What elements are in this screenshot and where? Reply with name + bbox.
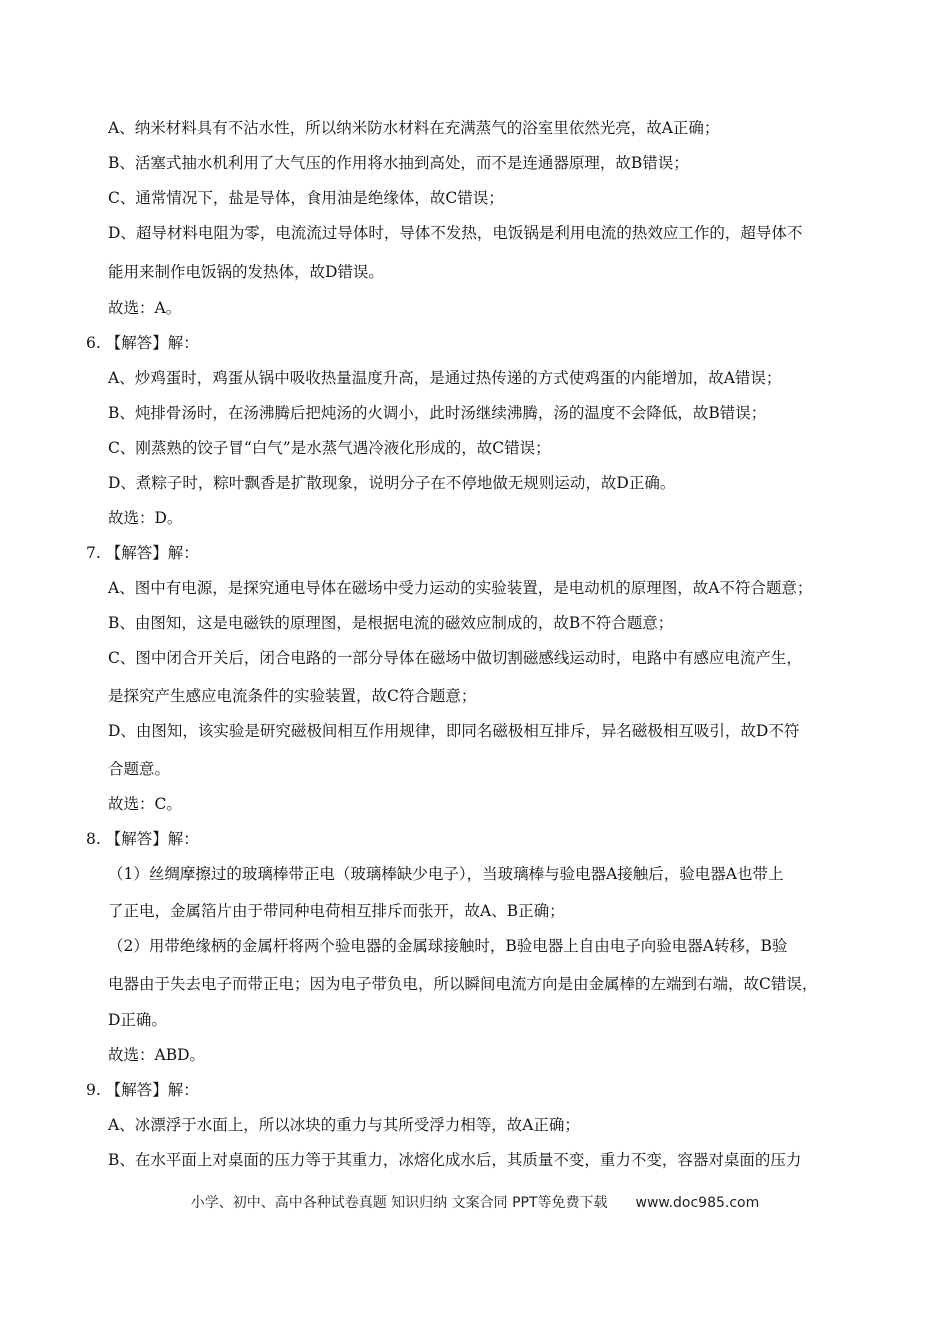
- text-line: 合题意。: [108, 760, 171, 778]
- page-footer: [0, 1192, 950, 1212]
- text-line: B、炖排骨汤时，在汤沸腾后把炖汤的火调小，此时汤继续沸腾，汤的温度不会降低，故B错误；: [108, 404, 767, 422]
- answer-choice: 故选：C。: [108, 795, 182, 813]
- text-line: 电器由于失去电子而带正电；因为电子带负电，所以瞬间电流方向是由金属棒的左端到右端，故C错误，: [108, 975, 818, 993]
- text-line: C、通常情况下，盐是导体，食用油是绝缘体，故C错误；: [108, 189, 504, 207]
- answer-choice: 故选：ABD。: [108, 1046, 206, 1064]
- text-line: B、在水平面上对桌面的压力等于其重力，冰熔化成水后，其质量不变，重力不变，容器对桌面的压力: [108, 1151, 802, 1169]
- text-line: D、煮粽子时，粽叶飘香是扩散现象，说明分子在不停地做无规则运动，故D正确。: [108, 474, 676, 492]
- text-line: C、刚蒸熟的饺子冒“白气”是水蒸气遇冷液化形成的，故C错误；: [108, 439, 551, 457]
- text-line: 了正电，金属箔片由于带同种电荷相互排斥而张开，故A、B正确；: [108, 902, 565, 920]
- text-line: D、超导材料电阻为零，电流流过导体时，导体不发热，电饭锅是利用电流的热效应工作的，超导体不: [108, 224, 803, 242]
- text-line: C、图中闭合开关后，闭合电路的一部分导体在磁场中做切割磁感线运动时，电路中有感应电流产生，: [108, 649, 802, 667]
- text-line: A、炒鸡蛋时，鸡蛋从锅中吸收热量温度升高，是通过热传递的方式使鸡蛋的内能增加，故A错误；: [108, 369, 782, 387]
- answer-choice: 故选：A。: [108, 299, 182, 317]
- text-line: D、由图知，该实验是研究磁极间相互作用规律，即同名磁极相互排斥，异名磁极相互吸引，故D不符: [108, 722, 800, 740]
- text-line: B、由图知，这是电磁铁的原理图，是根据电流的磁效应制成的，故B不符合题意；: [108, 614, 674, 632]
- question-heading: 9. 【解答】解：: [86, 1081, 199, 1099]
- text-line: （2）用带绝缘柄的金属杆将两个验电器的金属球接触时，B验电器上自由电子向验电器A转移，B验: [108, 937, 788, 955]
- text-line: （1）丝绸摩擦过的玻璃棒带正电（玻璃棒缺少电子），当玻璃棒与验电器A接触后，验电器A也带上: [108, 865, 784, 883]
- text-line: A、冰漂浮于水面上，所以冰块的重力与其所受浮力相等，故A正确；: [108, 1116, 580, 1134]
- text-line: 是探究产生感应电流条件的实验装置，故C符合题意；: [108, 687, 477, 705]
- text-line: D正确。: [108, 1011, 167, 1029]
- text-line: A、纳米材料具有不沾水性，所以纳米防水材料在充满蒸气的浴室里依然光亮，故A正确；: [108, 119, 720, 137]
- text-line: 能用来制作电饭锅的发热体，故D错误。: [108, 263, 384, 281]
- answer-choice: 故选：D。: [108, 509, 183, 527]
- text-line: B、活塞式抽水机利用了大气压的作用将水抽到高处，而不是连通器原理，故B错误；: [108, 154, 689, 172]
- footer-text: 小学、初中、高中各种试卷真题 知识归纳 文案合同 PPT等免费下载: [190, 1195, 608, 1211]
- question-heading: 8. 【解答】解：: [86, 830, 199, 848]
- footer-url[interactable]: www.doc985.com: [635, 1195, 760, 1211]
- question-heading: 6. 【解答】解：: [86, 334, 199, 352]
- question-heading: 7. 【解答】解：: [86, 544, 199, 562]
- text-line: A、图中有电源，是探究通电导体在磁场中受力运动的实验装置，是电动机的原理图，故A不符合题意；: [108, 579, 813, 597]
